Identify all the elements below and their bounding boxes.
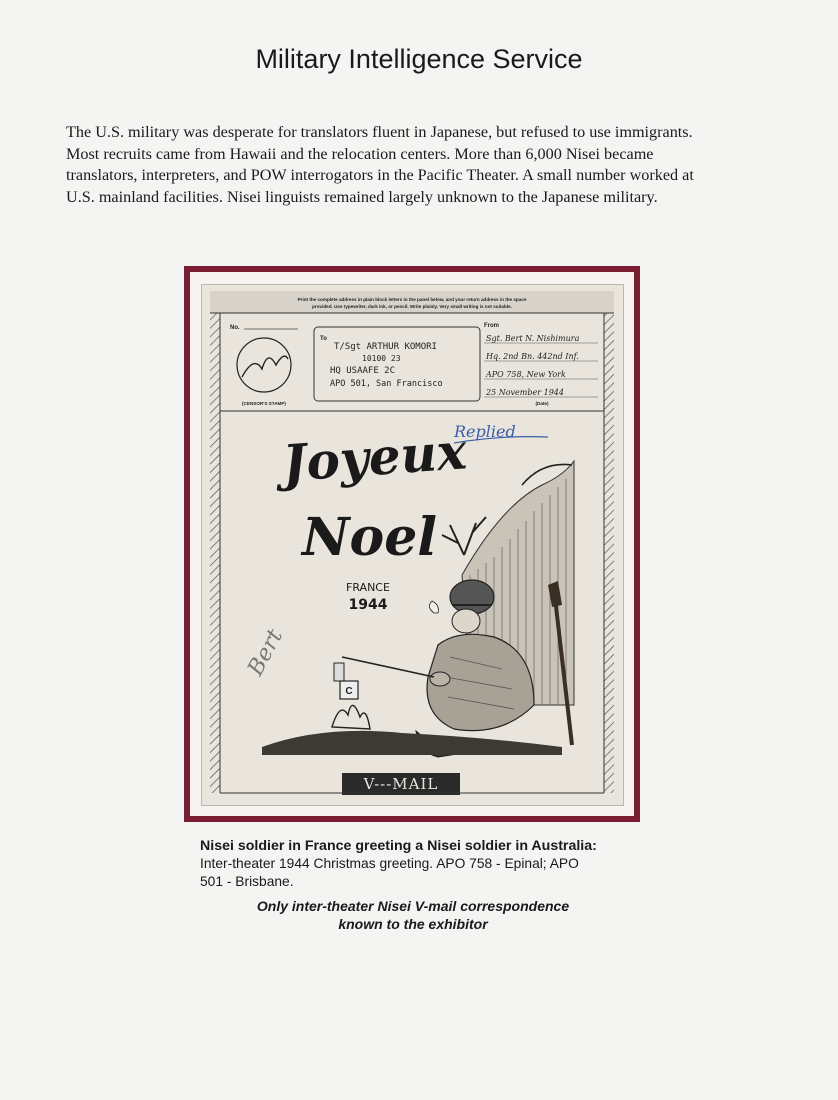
intro-line: Most recruits came from Hawaii and the relocation centers. More than 6,000 Nisei became	[66, 144, 654, 163]
from-address-line-2: Hq. 2nd Bn. 442nd Inf.	[486, 352, 579, 361]
instructions-line-2: provided. Use typewriter, dark ink, or pencil. Write plainly. Very small writing is not suitable.	[312, 304, 512, 309]
page-title: Military Intelligence Service	[255, 44, 583, 74]
no-label: No.	[230, 325, 240, 331]
intro-line: U.S. mainland facilities. Nisei linguists remained largely unknown to the Japanese military.	[66, 187, 658, 206]
location-text: FRANCE	[346, 581, 390, 594]
left-hatched-border	[210, 313, 220, 793]
censor-label: (CENSOR'S STAMP)	[242, 401, 286, 406]
side-signature: Bert	[243, 625, 289, 680]
caption	[200, 837, 640, 891]
from-address-line-3: APO 758, New York	[486, 370, 566, 379]
soldier-hand	[430, 672, 450, 686]
to-label: To	[320, 336, 327, 342]
caption-line: 501 - Brisbane.	[200, 874, 294, 889]
soldier-helmet	[450, 580, 494, 614]
caption-heading: Nisei soldier in France greeting a Nisei soldier in Australia:	[200, 838, 597, 854]
date-label: (Date)	[535, 401, 549, 406]
caption-line: Inter-theater 1944 Christmas greeting. APO 758 - Epinal; APO	[200, 856, 579, 871]
intro-line: translators, interpreters, and POW interrogators in the Pacific Theater. A small number worked at	[66, 166, 694, 184]
vmail-artwork	[202, 285, 623, 805]
instruction-band	[210, 291, 614, 313]
to-address-line-4: APO 501, San Francisco	[330, 379, 443, 389]
from-address-line-4: 25 November 1944	[486, 388, 564, 397]
to-address-line-1: T/Sgt ARTHUR KOMORI	[334, 342, 437, 352]
censor-stamp-signature	[242, 356, 288, 377]
intro-paragraph	[66, 122, 772, 208]
ground-shadow	[262, 731, 562, 755]
intro-line: The U.S. military was desperate for translators fluent in Japanese, but refused to use immigrants.	[66, 123, 693, 141]
breath-puff	[429, 601, 438, 613]
to-address-box	[314, 327, 480, 401]
greeting-noel: Noel	[302, 507, 438, 568]
replied-note: Replied	[454, 422, 516, 441]
note-line: Only inter-theater Nisei V-mail correspondence	[256, 898, 570, 914]
from-label: From	[484, 323, 499, 329]
caption-body	[200, 855, 640, 891]
hanging-cup	[334, 663, 344, 681]
year-text: 1944	[348, 597, 388, 613]
to-address-line-2: 10100 23	[362, 354, 401, 363]
ration-tin-letter: C	[345, 686, 353, 697]
toasting-stick	[342, 657, 434, 677]
to-address-line-3: HQ USAAFE 2C	[330, 366, 396, 376]
vmail-banner-text: V---MAIL	[363, 775, 439, 793]
from-address-line-1: Sgt. Bert N. Nishimura	[486, 334, 580, 343]
soldier-face	[452, 609, 480, 633]
vmail-letter	[201, 284, 624, 806]
note-line: known to the exhibitor	[338, 916, 488, 932]
right-hatched-border	[604, 313, 614, 793]
greeting-joyeux: Joyeux	[280, 421, 469, 493]
exhibitor-note	[0, 897, 826, 933]
campfire-flames	[332, 705, 370, 729]
instructions-line-1: Print the complete address in plain block letters in the panel below, and your return address in the space	[297, 297, 527, 302]
